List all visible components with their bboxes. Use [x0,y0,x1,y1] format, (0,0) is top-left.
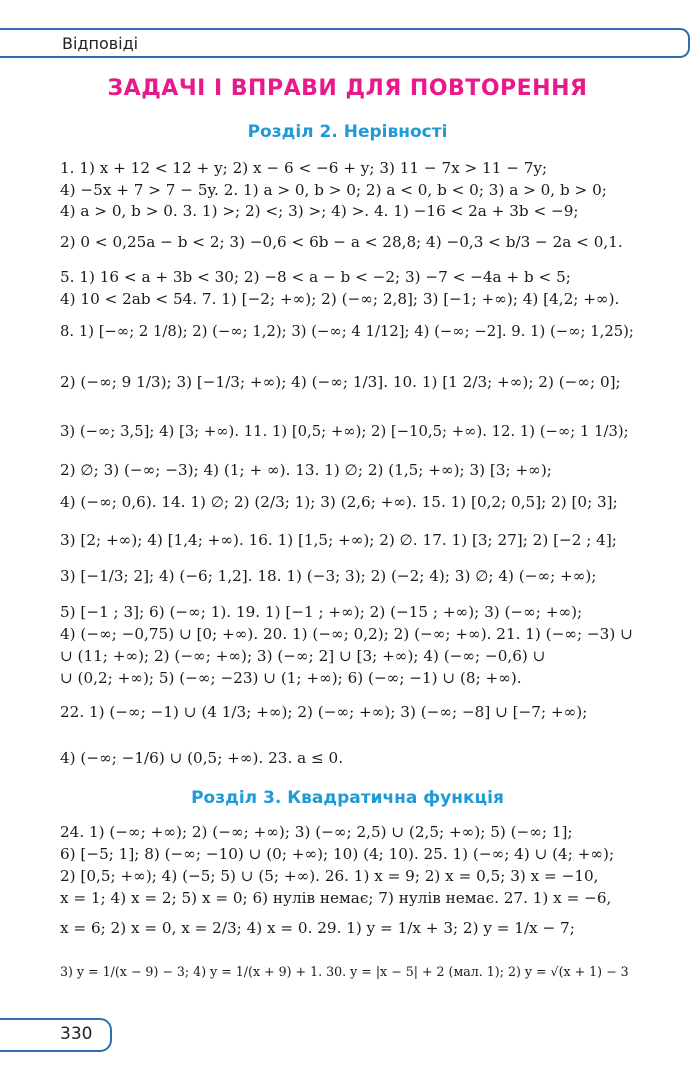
answer-line: 4) (−∞; 0,6). 14. 1) ∅; 2) (2/3; 1); 3) (2,6; +∞). 15. 1) [0,2; 0,5]; 2) [0; 3]; [60,493,618,511]
answer-line: 2) 0 < 0,25a − b < 2; 3) −0,6 < 6b − a < 28,8; 4) −0,3 < b/3 − 2a < 0,1. [60,233,623,251]
header-label: Відповіді [62,34,139,53]
answer-line: ∪ (0,2; +∞); 5) (−∞; −23) ∪ (1; +∞); 6) (−∞; −1) ∪ (8; +∞). [60,669,522,687]
answer-line: 22. 1) (−∞; −1) ∪ (4 1/3; +∞); 2) (−∞; +∞); 3) (−∞; −8] ∪ [−7; +∞); [60,703,588,721]
section-3-title: Розділ 3. Квадратична функція [191,788,504,808]
answer-line: 4) −5x + 7 > 7 − 5y. 2. 1) a > 0, b > 0; 2) a < 0, b < 0; 3) a > 0, b > 0; [60,181,607,199]
answer-line: 4) 10 < 2ab < 54. 7. 1) [−2; +∞); 2) (−∞; 2,8]; 3) [−1; +∞); 4) [4,2; +∞). [60,290,620,308]
answer-line: x = 1; 4) x = 2; 5) x = 0; 6) нулів немає; 7) нулів немає. 27. 1) x = −6, [60,889,612,907]
answer-line: 4) (−∞; −1/6) ∪ (0,5; +∞). 23. a ≤ 0. [60,749,344,767]
page-number-frame [0,1018,112,1052]
page-number: 330 [60,1024,93,1044]
answer-line: 5. 1) 16 < a + 3b < 30; 2) −8 < a − b < −2; 3) −7 < −4a + b < 5; [60,268,571,286]
answer-line: 24. 1) (−∞; +∞); 2) (−∞; +∞); 3) (−∞; 2,5) ∪ (2,5; +∞); 5) (−∞; 1]; [60,823,573,841]
answer-line: 3) (−∞; 3,5]; 4) [3; +∞). 11. 1) [0,5; +∞); 2) [−10,5; +∞). 12. 1) (−∞; 1 1/3); [60,423,629,440]
section-2-title: Розділ 2. Нерівності [247,122,448,142]
answer-line: 6) [−5; 1]; 8) (−∞; −10) ∪ (0; +∞); 10) (4; 10). 25. 1) (−∞; 4) ∪ (4; +∞); [60,845,615,863]
answer-line: x = 6; 2) x = 0, x = 2/3; 4) x = 0. 29. 1) y = 1/x + 3; 2) y = 1/x − 7; [60,919,575,937]
running-header [0,22,695,62]
answer-line: 2) (−∞; 9 1/3); 3) [−1/3; +∞); 4) (−∞; 1/3]. 10. 1) [1 2/3; +∞); 2) (−∞; 0]; [60,373,621,391]
answer-line: 2) [0,5; +∞); 4) (−5; 5) ∪ (5; +∞). 26. 1) x = 9; 2) x = 0,5; 3) x = −10, [60,867,599,885]
answer-line: 4) a > 0, b > 0. 3. 1) >; 2) <; 3) >; 4) >. 4. 1) −16 < 2a + 3b < −9; [60,202,579,220]
answer-line: 3) [2; +∞); 4) [1,4; +∞). 16. 1) [1,5; +∞); 2) ∅. 17. 1) [3; 27]; 2) [−2 ; 4]; [60,531,617,549]
answer-line: 5) [−1 ; 3]; 6) (−∞; 1). 19. 1) [−1 ; +∞); 2) (−15 ; +∞); 3) (−∞; +∞); [60,603,583,621]
page-title: ЗАДАЧІ І ВПРАВИ ДЛЯ ПОВТОРЕННЯ [107,76,588,101]
answer-line: ∪ (11; +∞); 2) (−∞; +∞); 3) (−∞; 2] ∪ [3; +∞); 4) (−∞; −0,6) ∪ [60,647,546,665]
answer-line: 3) y = 1/(x − 9) − 3; 4) y = 1/(x + 9) + 1. 30. y = |x − 5| + 2 (мал. 1); 2) y = √(x + 1) − 3 [60,964,629,979]
answer-line: 1. 1) x + 12 < 12 + y; 2) x − 6 < −6 + y; 3) 11 − 7x > 11 − 7y; [60,159,548,177]
answer-line: 3) [−1/3; 2]; 4) (−6; 1,2]. 18. 1) (−3; 3); 2) (−2; 4); 3) ∅; 4) (−∞; +∞); [60,567,597,585]
answer-line: 4) (−∞; −0,75) ∪ [0; +∞). 20. 1) (−∞; 0,2); 2) (−∞; +∞). 21. 1) (−∞; −3) ∪ [60,625,633,643]
answer-line: 2) ∅; 3) (−∞; −3); 4) (1; + ∞). 13. 1) ∅; 2) (1,5; +∞); 3) [3; +∞); [60,461,552,479]
answer-line: 8. 1) [−∞; 2 1/8); 2) (−∞; 1,2); 3) (−∞; 4 1/12]; 4) (−∞; −2]. 9. 1) (−∞; 1,25); [60,323,634,340]
